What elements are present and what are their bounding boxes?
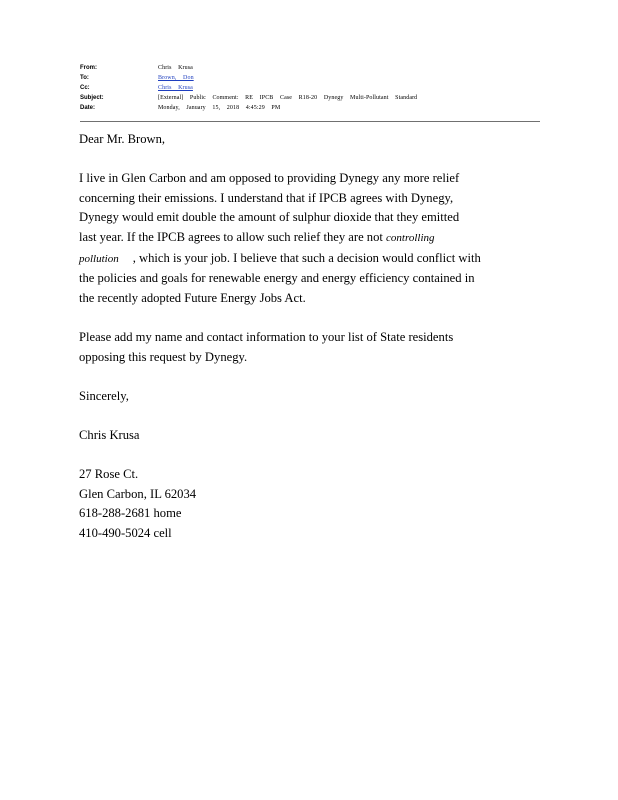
address-line: 27 Rose Ct. [79,467,139,482]
paragraph-1-line: the policies and goals for renewable energy and energy efficiency contained in [79,271,475,286]
from-value: Chris Krusa [158,65,193,71]
date-label: Date: [80,105,96,111]
italic-text: controlling [386,231,435,244]
date-value: Monday, January 15, 2018 4:45:29 PM [158,105,281,111]
paragraph-2-line: Please add my name and contact information to your list of State residents [79,329,454,344]
paragraph-1-text: , which is your job. I believe that such a decision would conflict with [132,250,481,265]
cell-phone: 410-490-5024 cell [79,525,172,540]
to-label: To: [80,75,89,81]
italic-text: pollution [79,252,119,265]
cc-row [80,83,540,93]
paragraph-2-line: opposing this request by Dynegy. [79,349,248,364]
cc-label: Cc: [80,85,90,91]
from-row [80,63,540,73]
home-phone: 618-288-2681 home [79,506,182,521]
paragraph-1-text: last year. If the IPCB agrees to allow such relief they are not [79,229,387,244]
email-header [80,63,540,113]
letter-body [79,130,541,543]
address-line: Glen Carbon, IL 62034 [79,486,197,501]
salutation: Dear Mr. Brown, [79,132,166,146]
paragraph-1-line: concerning their emissions. I understand that if IPCB agrees with Dynegy, [79,190,454,205]
cc-value-link[interactable]: Chris Krusa [158,85,193,91]
subject-value: [External] Public Comment: RE IPCB Case R18-20 Dynegy Multi-Pollutant Standard [158,95,418,101]
paragraph-1-line: Dynegy would emit double the amount of sulphur dioxide that they emitted [79,210,460,225]
signature-name: Chris Krusa [79,427,140,442]
subject-row [80,93,540,103]
to-row [80,73,540,83]
to-value-link[interactable]: Brown, Don [158,75,194,81]
date-row [80,103,540,113]
closing: Sincerely, [79,388,129,403]
paragraph-1-line [79,249,541,270]
paragraph-1-line [79,228,541,249]
subject-label: Subject: [80,95,104,101]
paragraph-1-line: I live in Glen Carbon and am opposed to providing Dynegy any more relief [79,171,460,186]
paragraph-1-line: the recently adopted Future Energy Jobs Act. [79,290,306,305]
header-divider [80,121,540,122]
from-label: From: [80,65,97,71]
